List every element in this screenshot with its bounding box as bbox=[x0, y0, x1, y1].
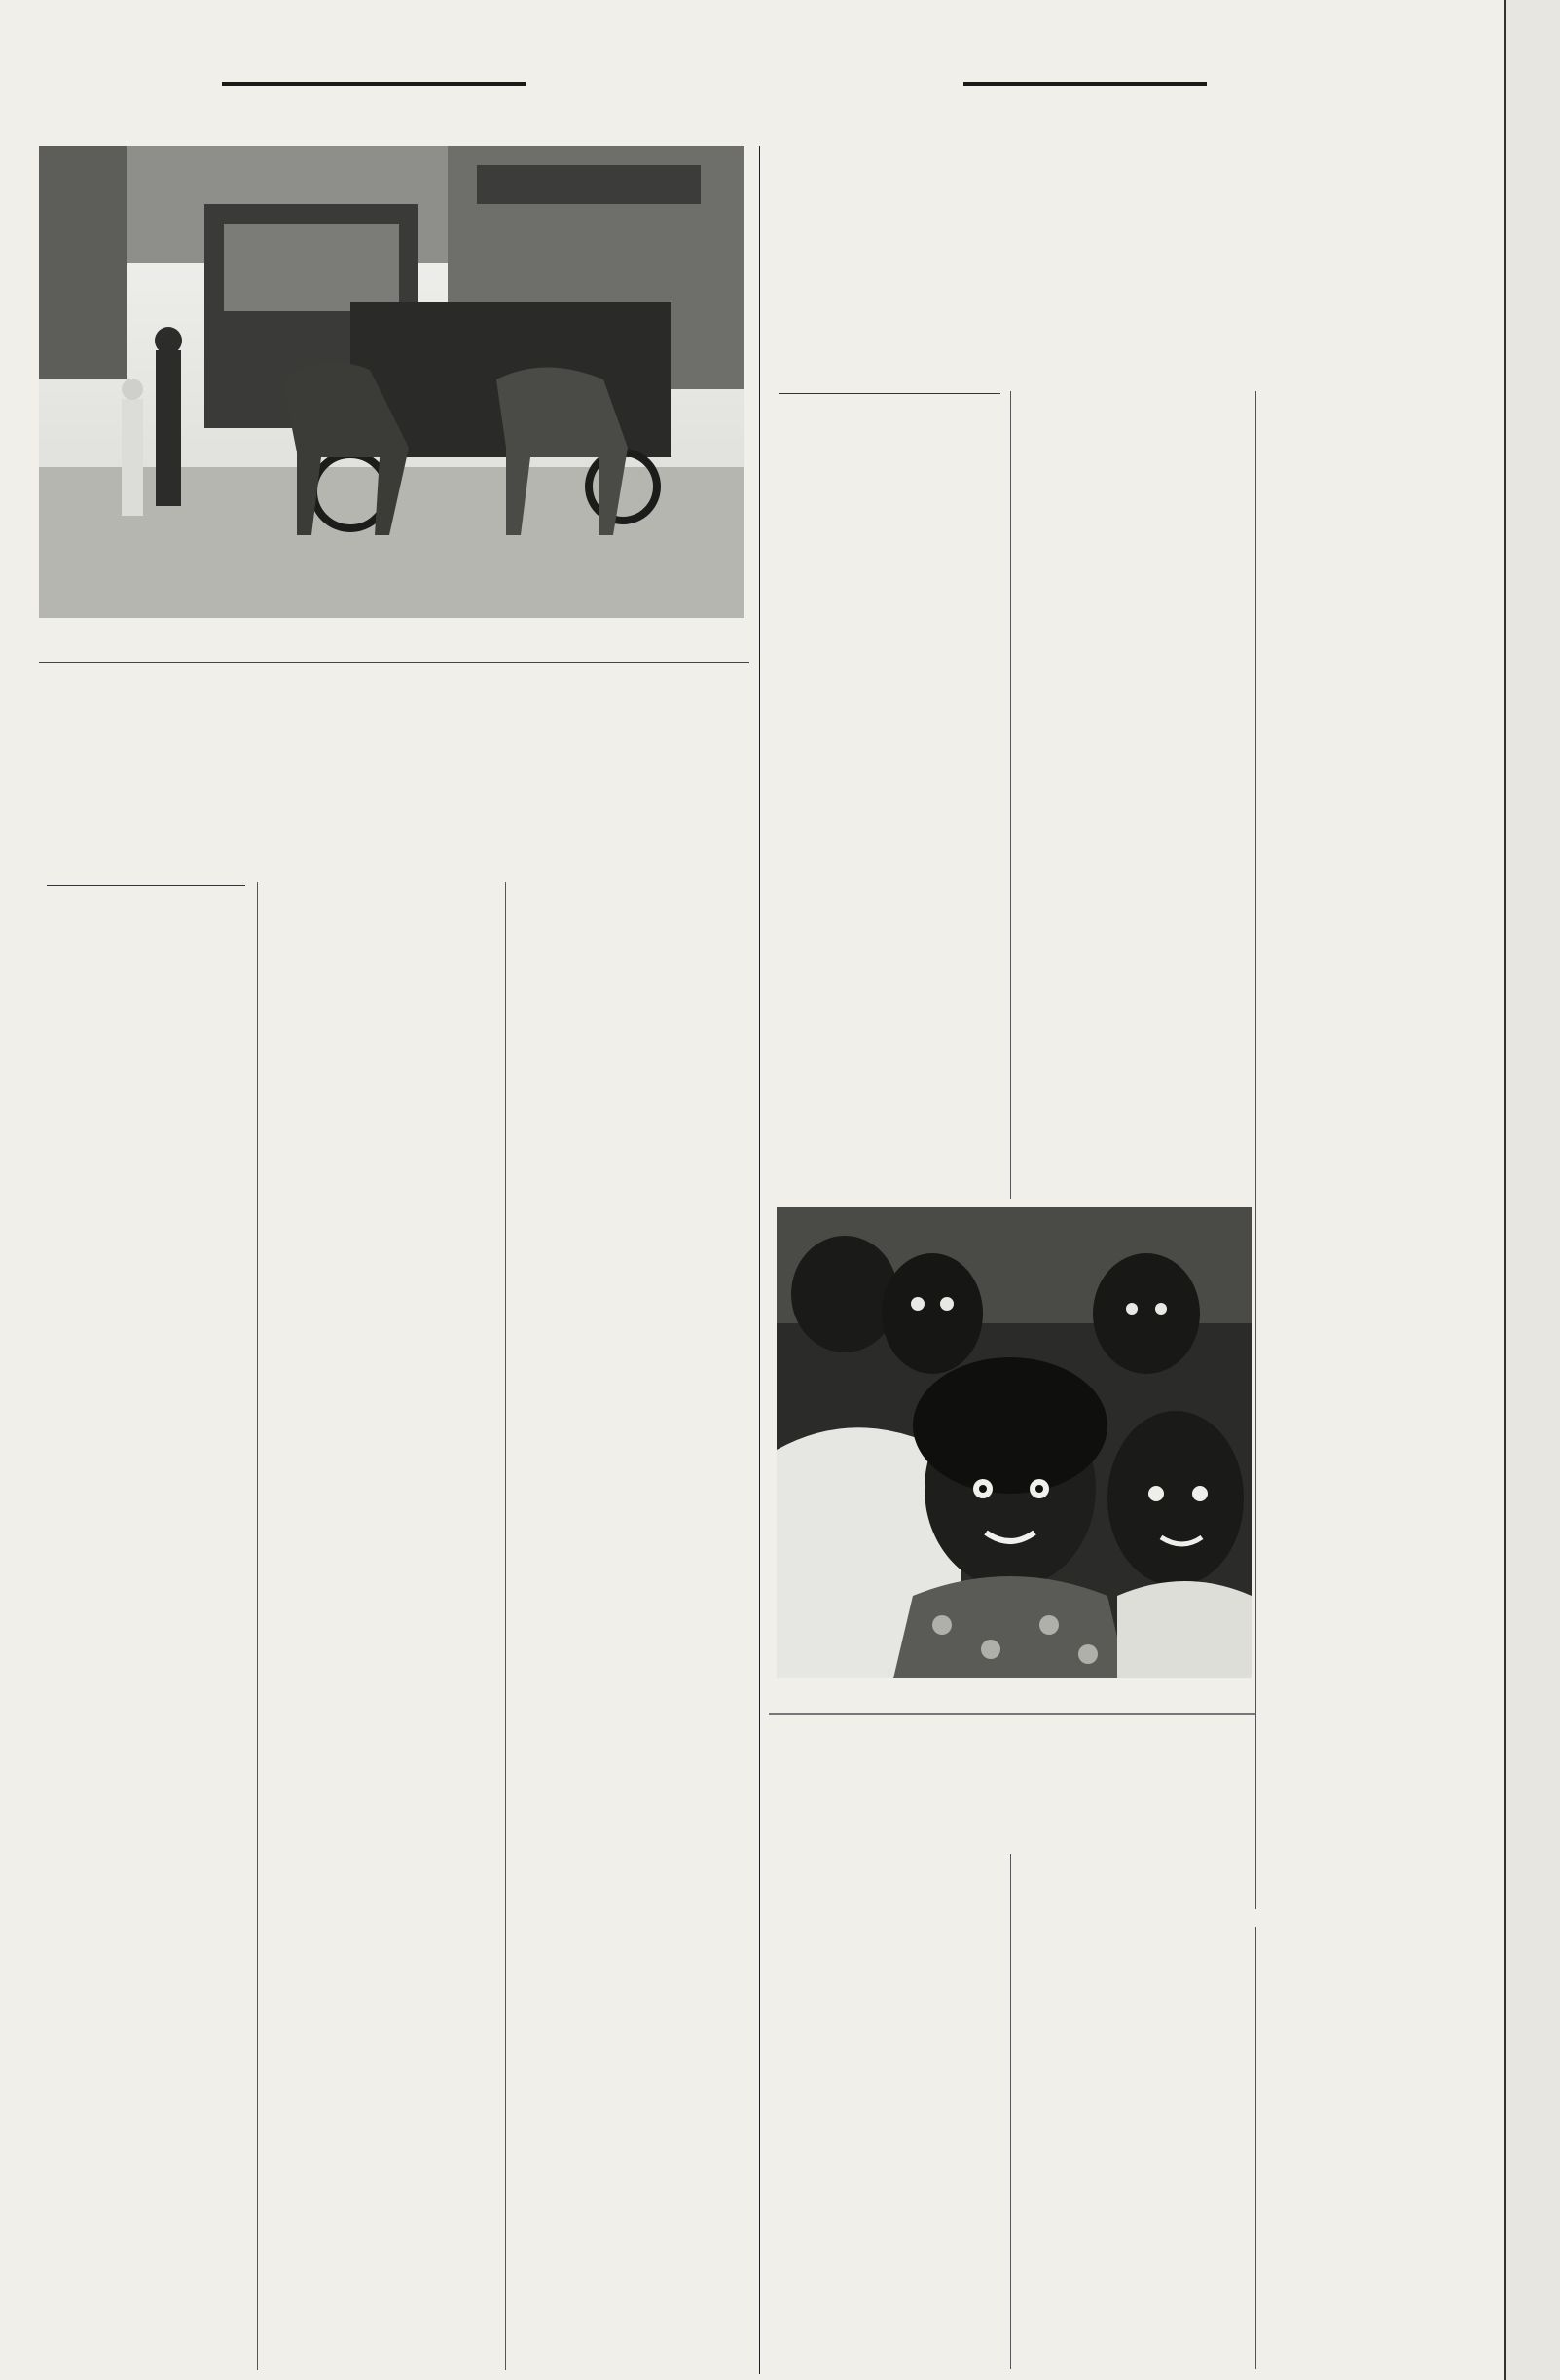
angola-column-3 bbox=[1265, 391, 1495, 1919]
albania-column-3 bbox=[516, 883, 742, 2377]
masthead-rule-right bbox=[963, 82, 1207, 86]
divider bbox=[39, 662, 749, 663]
column-rule bbox=[1010, 1854, 1011, 2369]
column-rule bbox=[1255, 1927, 1256, 2369]
divider bbox=[769, 1713, 1255, 1715]
angola-column-2 bbox=[1020, 391, 1246, 1199]
angola-byline bbox=[779, 391, 1000, 394]
page-column-rule bbox=[759, 146, 760, 2374]
galapagos-column-2 bbox=[1020, 1854, 1246, 2374]
angola-photo-graphic bbox=[777, 1207, 1252, 1678]
albania-column-2 bbox=[269, 883, 494, 2377]
masthead-rule-left bbox=[222, 82, 526, 86]
angola-column-1 bbox=[779, 391, 1000, 1199]
column-rule bbox=[505, 882, 506, 2370]
page-number-label bbox=[37, 62, 49, 100]
column-rule bbox=[1255, 391, 1256, 1909]
column-rule bbox=[1010, 391, 1011, 1199]
albania-photo-graphic bbox=[39, 146, 744, 618]
galapagos-column-1 bbox=[779, 1854, 1000, 2374]
adjacent-page-edge bbox=[1504, 0, 1560, 2380]
albania-byline bbox=[47, 883, 245, 886]
photo-angolan-girls bbox=[777, 1207, 1252, 1678]
galapagos-column-3 bbox=[1265, 1936, 1495, 2376]
column-rule bbox=[257, 882, 258, 2370]
photo-albania-street bbox=[39, 146, 744, 618]
albania-column-1 bbox=[47, 883, 245, 2377]
